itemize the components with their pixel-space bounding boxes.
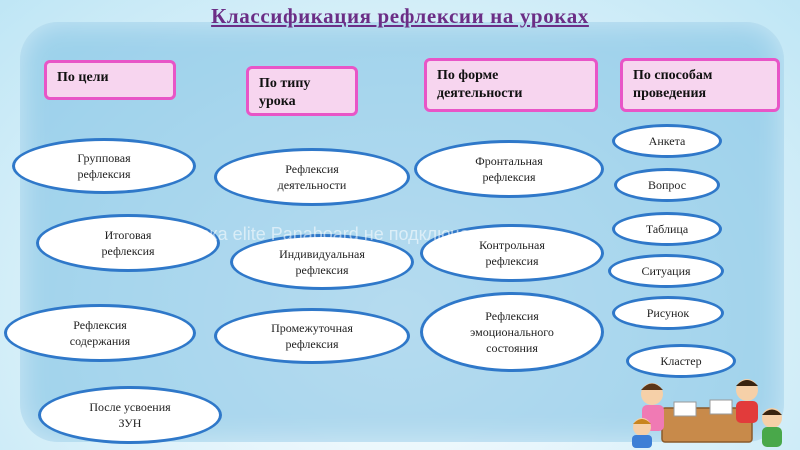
oval-individual-reflection: Индивидуальная рефлексия xyxy=(230,234,414,290)
oval-drawing: Рисунок xyxy=(612,296,724,330)
oval-intermediate-reflection: Промежуточная рефлексия xyxy=(214,308,410,364)
oval-group-reflection: Групповая рефлексия xyxy=(12,138,196,194)
header-by-goal: По цели xyxy=(44,60,176,100)
oval-situation: Ситуация xyxy=(608,254,724,288)
header-by-activity-form: По форме деятельности xyxy=(424,58,598,112)
oval-question: Вопрос xyxy=(614,168,720,202)
oval-final-reflection: Итоговая рефлексия xyxy=(36,214,220,272)
page-title: Классификация рефлексии на уроках xyxy=(211,4,589,28)
header-by-method: По способам проведения xyxy=(620,58,780,112)
oval-emotional-reflection: Рефлексия эмоционального состояния xyxy=(420,292,604,372)
header-by-lesson-type: По типу урока xyxy=(246,66,358,116)
oval-after-zun: После усвоения ЗУН xyxy=(38,386,222,444)
oval-questionnaire: Анкета xyxy=(612,124,722,158)
children-at-table-illustration xyxy=(622,372,792,448)
watermark-text: Доска elite Panaboard не подключена xyxy=(178,224,490,244)
oval-table: Таблица xyxy=(612,212,722,246)
oval-cluster: Кластер xyxy=(626,344,736,378)
oval-control-reflection: Контрольная рефлексия xyxy=(420,224,604,282)
oval-content-reflection: Рефлексия содержания xyxy=(4,304,196,362)
oval-frontal-reflection: Фронтальная рефлексия xyxy=(414,140,604,198)
oval-activity-reflection: Рефлексия деятельности xyxy=(214,148,410,206)
